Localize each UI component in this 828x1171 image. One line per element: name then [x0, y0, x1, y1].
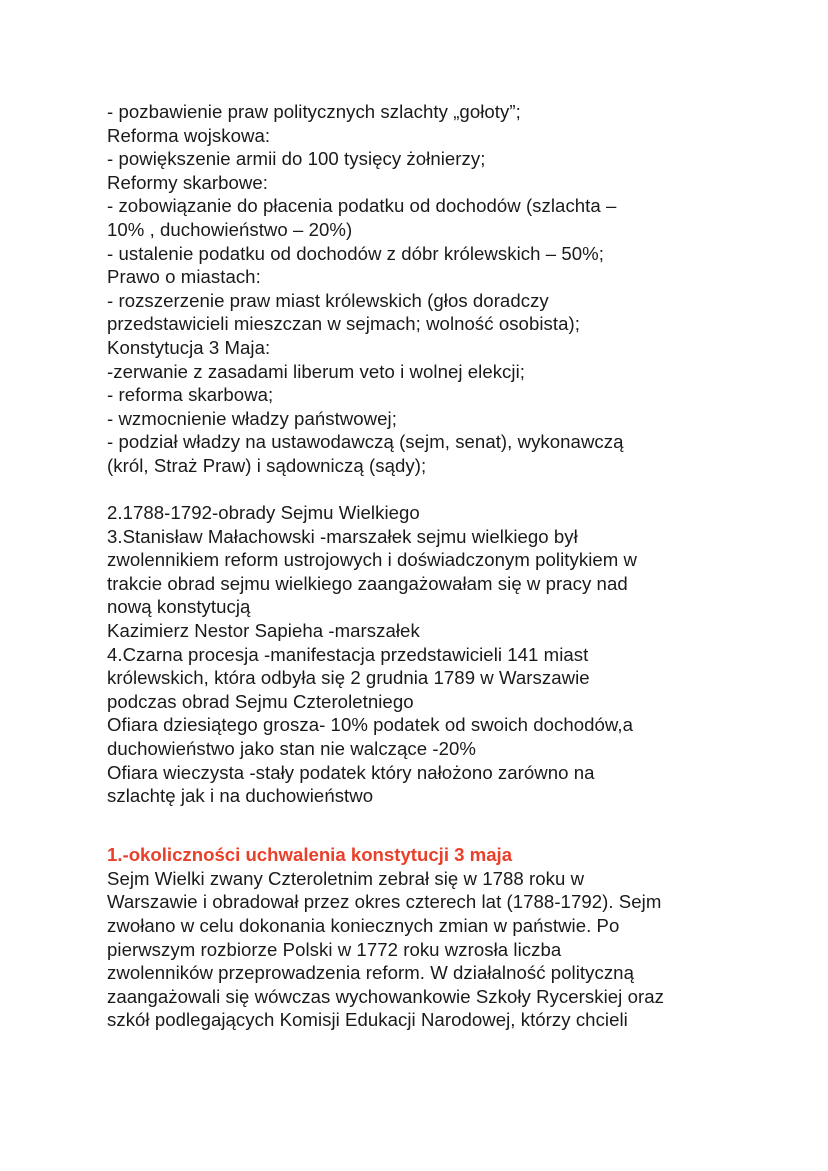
- text-line: pierwszym rozbiorze Polski w 1772 roku wzrosła liczba: [107, 938, 562, 960]
- text-line: 3.Stanisław Małachowski -marszałek sejmu wielkiego był: [107, 525, 578, 547]
- text-line: Reformy skarbowe:: [107, 171, 269, 193]
- text-line: 10% , duchowieństwo – 20%): [107, 218, 353, 240]
- paragraph-spacer: [107, 808, 747, 843]
- text-line: - pozbawienie praw politycznych szlachty „gołoty”;: [107, 101, 521, 122]
- text-line: szlachtę jak i na duchowieństwo: [107, 785, 374, 807]
- text-line: Ofiara wieczysta -stały podatek który nałożono zarówno na: [107, 761, 595, 783]
- text-line: - wzmocnienie władzy państwowej;: [107, 407, 397, 429]
- text-line: - ustalenie podatku od dochodów z dóbr królewskich – 50%;: [107, 242, 604, 264]
- section-heading: 1.-okoliczności uchwalenia konstytucji 3 maja: [107, 843, 513, 865]
- section-body: [107, 867, 747, 1032]
- notes-block: [107, 501, 747, 808]
- text-line: -zerwanie z zasadami liberum veto i wolnej elekcji;: [107, 360, 525, 382]
- text-line: szkół podlegających Komisji Edukacji Narodowej, którzy chcieli: [107, 1009, 628, 1031]
- text-line: - powiększenie armii do 100 tysięcy żołnierzy;: [107, 148, 486, 170]
- text-line: Ofiara dziesiątego grosza- 10% podatek od swoich dochodów,a: [107, 714, 633, 736]
- text-line: Sejm Wielki zwany Czteroletnim zebrał się w 1788 roku w: [107, 867, 585, 889]
- text-line: zaangażowali się wówczas wychowankowie Szkoły Rycerskiej oraz: [107, 985, 664, 1007]
- text-line: przedstawicieli mieszczan w sejmach; wolność osobista);: [107, 313, 580, 335]
- text-line: zwolennikiem reform ustrojowych i doświadczonym politykiem w: [107, 549, 637, 571]
- text-line: Kazimierz Nestor Sapieha -marszałek: [107, 620, 420, 642]
- text-line: Warszawie i obradował przez okres czterech lat (1788-1792). Sejm: [107, 891, 662, 913]
- text-line: Prawo o miastach:: [107, 266, 261, 288]
- text-line: (król, Straż Praw) i sądowniczą (sądy);: [107, 454, 427, 476]
- text-line: duchowieństwo jako stan nie walczące -20%: [107, 738, 476, 760]
- reforms-list: [107, 100, 747, 478]
- paragraph-spacer: [107, 478, 747, 502]
- document-page: [107, 100, 747, 1032]
- text-line: trakcie obrad sejmu wielkiego zaangażowałam się w pracy nad: [107, 572, 628, 594]
- text-line: zwołano w celu dokonania koniecznych zmian w państwie. Po: [107, 915, 620, 936]
- text-line: Konstytucja 3 Maja:: [107, 336, 271, 358]
- text-line: - podział władzy na ustawodawczą (sejm, senat), wykonawczą: [107, 431, 624, 453]
- text-line: - rozszerzenie praw miast królewskich (głos doradczy: [107, 289, 549, 311]
- text-line: 2.1788-1792-obrady Sejmu Wielkiego: [107, 502, 420, 524]
- text-line: królewskich, która odbyła się 2 grudnia 1789 w Warszawie: [107, 667, 590, 689]
- text-line: - reforma skarbowa;: [107, 384, 274, 406]
- text-line: - zobowiązanie do płacenia podatku od dochodów (szlachta –: [107, 195, 617, 217]
- text-line: 4.Czarna procesja -manifestacja przedstawicieli 141 miast: [107, 643, 589, 665]
- text-line: nową konstytucją: [107, 596, 251, 618]
- text-line: Reforma wojskowa:: [107, 124, 271, 146]
- text-line: podczas obrad Sejmu Czteroletniego: [107, 690, 414, 712]
- text-line: zwolenników przeprowadzenia reform. W działalność polityczną: [107, 962, 634, 984]
